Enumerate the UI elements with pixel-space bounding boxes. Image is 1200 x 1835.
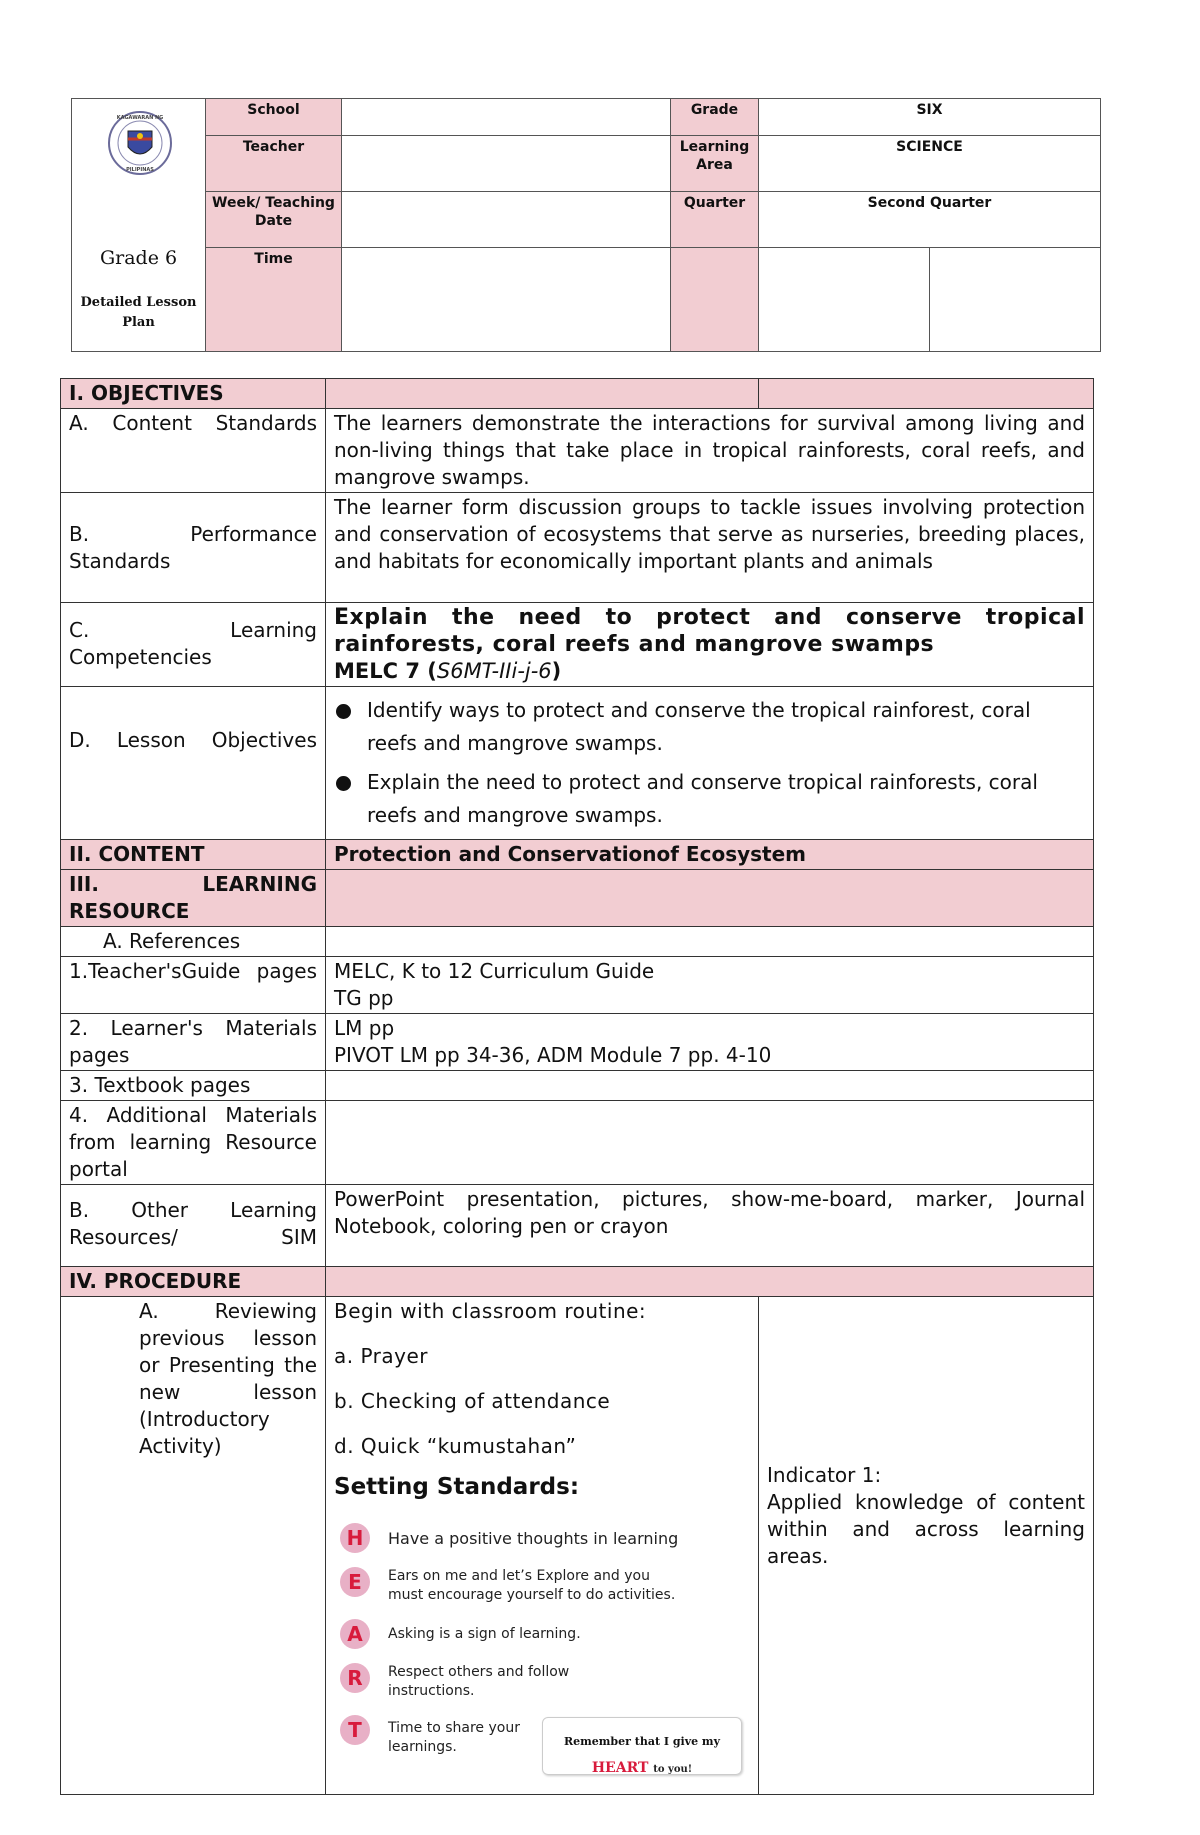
learning-area-value[interactable]: SCIENCE <box>759 136 1101 192</box>
references-value <box>326 927 1094 957</box>
lesson-objective-item <box>334 694 1085 760</box>
heart-item <box>340 1523 750 1553</box>
routine-block <box>334 1298 750 1460</box>
lesson-objective-item <box>334 766 1085 832</box>
other-resources-label: B. Other Learning Resources/ SIM <box>61 1185 326 1267</box>
additional-materials-label: 4. Additional Materials from learning Resource portal <box>61 1101 326 1185</box>
bullet-icon <box>336 776 351 791</box>
svg-text:KAGAWARAN NG: KAGAWARAN NG <box>116 115 164 121</box>
melc-code: S6MT-IIi-j-6 <box>436 659 552 683</box>
heart-item-text: Respect others and follow instructions. <box>388 1664 570 1699</box>
letter-e-badge: E <box>340 1567 370 1597</box>
indicator-cell <box>759 1297 1094 1795</box>
heart-item-text: Have a positive thoughts in learning <box>388 1529 679 1548</box>
melc-prefix: MELC 7 ( <box>334 659 437 683</box>
learning-area-label: Learning Area <box>671 136 759 192</box>
school-value[interactable] <box>342 99 671 136</box>
melc-suffix: ) <box>551 659 562 683</box>
teacher-label: Teacher <box>206 136 342 192</box>
time-cell-1[interactable] <box>759 248 930 352</box>
letter-h-badge: H <box>340 1523 370 1553</box>
letter-a-badge: A <box>340 1619 370 1649</box>
lesson-objective-text: Explain the need to protect and conserve tropical rainforests, coral reefs and mangrove swamps. <box>367 770 1038 827</box>
grade-value[interactable]: SIX <box>759 99 1101 136</box>
teachers-guide-value-2: TG pp <box>334 986 394 1010</box>
svg-text:PILIPINAS: PILIPINAS <box>126 167 154 173</box>
learning-competencies-label: C. Learning Competencies <box>61 603 326 687</box>
lesson-objectives-cell <box>326 687 1094 840</box>
heart-item-text: Asking is a sign of learning. <box>388 1626 581 1642</box>
indicator-title: Indicator 1: <box>767 1462 882 1487</box>
heart-item-text: Ears on me and let’s Explore and you must encourage yourself to do activities. <box>388 1568 676 1603</box>
objectives-blank-1 <box>326 379 759 409</box>
content-heading: II. CONTENT <box>61 840 326 870</box>
bullet-icon <box>336 704 351 719</box>
learners-materials-cell <box>326 1014 1094 1071</box>
additional-materials-value <box>326 1101 1094 1185</box>
learners-materials-value-1: LM pp <box>334 1016 395 1040</box>
remember-heart-box <box>542 1717 742 1775</box>
references-label: A. References <box>61 927 326 957</box>
teachers-guide-cell <box>326 957 1094 1014</box>
heart-standards-list <box>334 1523 750 1776</box>
content-standards-label: A. Content Standards <box>61 409 326 493</box>
week-value[interactable] <box>342 192 671 248</box>
heart-item <box>340 1567 750 1605</box>
performance-standards-text: The learner form discussion groups to tackle issues involving protection and conservation of ecosystems that serve as nurseries, breeding places, and habitats for economically important plants and animals <box>326 493 1094 603</box>
remember-heart-word: HEART <box>591 1760 649 1776</box>
procedure-heading: IV. PROCEDURE <box>61 1267 326 1297</box>
letter-t-badge: T <box>340 1715 370 1745</box>
objectives-blank-2 <box>759 379 1094 409</box>
routine-item: a. Prayer <box>334 1344 429 1368</box>
performance-standards-label: B. Performance Standards <box>61 493 326 603</box>
textbook-value <box>326 1071 1094 1101</box>
procedure-blank <box>326 1267 1094 1297</box>
week-label: Week/ Teaching Date <box>206 192 342 248</box>
lesson-objective-text: Identify ways to protect and conserve the tropical rainforest, coral reefs and mangrove swamps. <box>367 698 1031 755</box>
textbook-label: 3. Textbook pages <box>61 1071 326 1101</box>
melc-line <box>334 658 1085 685</box>
remember-tail: to you! <box>653 1764 693 1775</box>
remember-line: Remember that I give my <box>564 1735 720 1748</box>
grade-title: Grade 6 <box>99 247 178 269</box>
school-label: School <box>206 99 342 136</box>
objectives-heading: I. OBJECTIVES <box>61 379 326 409</box>
content-value: Protection and Conservationof Ecosystem <box>326 840 1094 870</box>
time-cell-2[interactable] <box>930 248 1101 352</box>
learning-resource-heading: III. LEARNING RESOURCE <box>61 870 326 927</box>
deped-seal-icon <box>108 109 172 199</box>
quarter-label: Quarter <box>671 192 759 248</box>
teachers-guide-value-1: MELC, K to 12 Curriculum Guide <box>334 959 655 983</box>
routine-intro: Begin with classroom routine: <box>334 1299 647 1323</box>
heart-item <box>340 1715 750 1776</box>
routine-item: b. Checking of attendance <box>334 1389 611 1413</box>
time-value[interactable] <box>342 248 671 352</box>
header-logo-cell <box>72 99 206 352</box>
reviewing-label: A. Reviewing previous lesson or Presenting the new lesson (Introductory Activity) <box>61 1297 326 1795</box>
setting-standards-title: Setting Standards: <box>334 1474 580 1500</box>
remember-heart-line <box>543 1755 741 1783</box>
heart-item-text: Time to share your learnings. <box>388 1720 520 1755</box>
indicator-text: Applied knowledge of content within and across learning areas. <box>767 1489 1085 1568</box>
content-standards-text: The learners demonstrate the interactions for survival among living and non-living things that take place in tropical rainforests, coral reefs, and mangrove swamps. <box>326 409 1094 493</box>
learning-competencies-cell <box>326 603 1094 687</box>
lesson-objectives-label: D. Lesson Objectives <box>61 687 326 840</box>
learners-materials-label: 2. Learner's Materials pages <box>61 1014 326 1071</box>
plan-title: Detailed Lesson Plan <box>80 295 197 330</box>
heart-item <box>340 1663 750 1701</box>
teacher-value[interactable] <box>342 136 671 192</box>
time-label: Time <box>206 248 342 352</box>
time-extra-cell <box>671 248 759 352</box>
grade-label: Grade <box>671 99 759 136</box>
heart-item <box>340 1619 750 1649</box>
lesson-header-table <box>71 98 1101 352</box>
letter-r-badge: R <box>340 1663 370 1693</box>
learning-resource-blank <box>326 870 1094 927</box>
other-resources-value: PowerPoint presentation, pictures, show-me-board, marker, Journal Notebook, coloring pen or crayon <box>326 1185 1094 1267</box>
learners-materials-value-2: PIVOT LM pp 34-36, ADM Module 7 pp. 4-10 <box>334 1043 772 1067</box>
teachers-guide-label: 1.Teacher'sGuide pages <box>61 957 326 1014</box>
routine-cell <box>326 1297 759 1795</box>
lesson-plan-table <box>60 378 1094 1795</box>
competency-text: Explain the need to protect and conserve tropical rainforests, coral reefs and mangrove swamps <box>334 605 1085 657</box>
routine-item: d. Quick “kumustahan” <box>334 1434 577 1458</box>
quarter-value[interactable]: Second Quarter <box>759 192 1101 248</box>
